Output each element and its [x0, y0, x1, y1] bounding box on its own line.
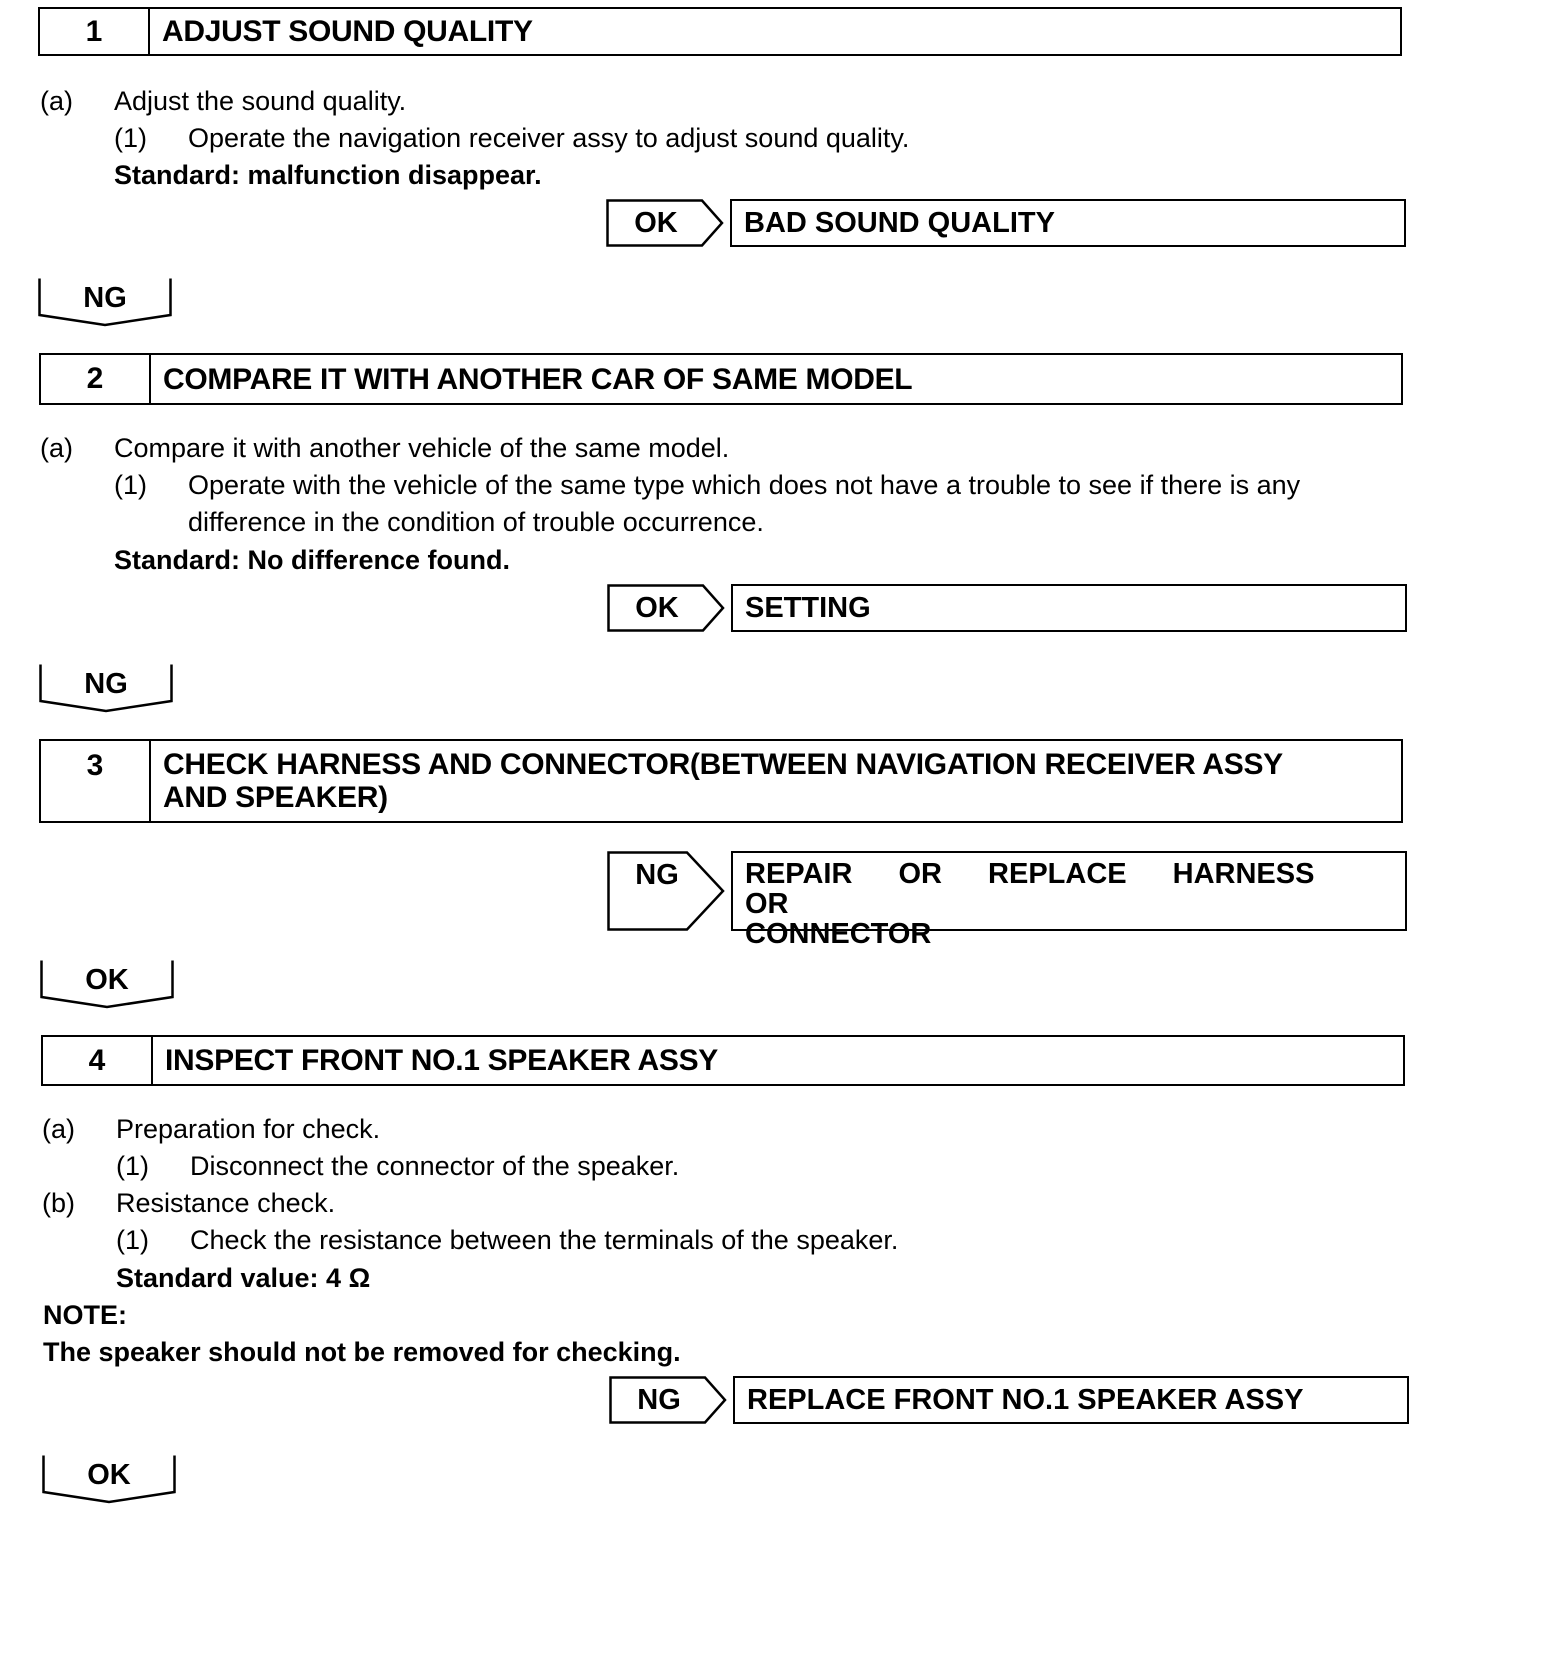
note-text: The speaker should not be removed for checking.: [43, 1337, 681, 1367]
standard-text: Standard: No difference found.: [114, 545, 511, 575]
step-number: 2: [41, 355, 151, 403]
subitem-text: Operate the navigation receiver assy to adjust sound quality.: [188, 123, 910, 153]
step-title: INSPECT FRONT NO.1 SPEAKER ASSY: [165, 1044, 719, 1077]
step-title-line1: CHECK HARNESS AND CONNECTOR(BETWEEN NAVIGATION RECEIVER ASSY: [163, 748, 1283, 781]
ok-arrow-tag[interactable]: [607, 584, 725, 632]
step-title: ADJUST SOUND QUALITY: [162, 15, 533, 48]
result-line2: CONNECTOR: [745, 918, 932, 950]
standard-text: Standard: malfunction disappear.: [114, 160, 542, 190]
tag-label: NG: [635, 859, 679, 891]
step-4-ok-down-tag[interactable]: [42, 1454, 176, 1504]
step-1-header: [38, 7, 1402, 56]
result-line1-text: REPAIR OR REPLACE HARNESS OR: [745, 858, 1315, 920]
subitem-label: (1): [114, 470, 147, 500]
subitem-text: Disconnect the connector of the speaker.: [190, 1151, 680, 1181]
step-title: [151, 741, 1401, 821]
step-4-header: [41, 1035, 1405, 1086]
step-2-header: [39, 353, 1403, 405]
step-title: COMPARE IT WITH ANOTHER CAR OF SAME MODEL: [163, 362, 913, 396]
tag-label: OK: [634, 206, 678, 239]
step-2-ng-down-tag[interactable]: [39, 663, 173, 713]
result-box[interactable]: REPLACE FRONT NO.1 SPEAKER ASSY: [733, 1376, 1409, 1424]
step-1-ok-branch: [606, 199, 1406, 247]
tag-label: NG: [637, 1383, 681, 1416]
result-box[interactable]: SETTING: [731, 584, 1407, 632]
step-3-ok-down-tag[interactable]: [40, 959, 174, 1009]
item-text: Compare it with another vehicle of the same model.: [114, 433, 730, 463]
item-label: (a): [40, 433, 73, 463]
item-text: Adjust the sound quality.: [114, 86, 407, 116]
subitem-label: (1): [114, 123, 147, 153]
item-label: (a): [42, 1114, 75, 1144]
item-text: Resistance check.: [116, 1188, 336, 1218]
result-box[interactable]: BAD SOUND QUALITY: [730, 199, 1406, 247]
standard-value-text: Standard value: 4 Ω: [116, 1263, 371, 1293]
step-1-ng-down-tag[interactable]: [38, 277, 172, 327]
tag-label: OK: [87, 1458, 131, 1491]
tag-label: OK: [85, 963, 129, 996]
step-number: 4: [43, 1037, 153, 1084]
tag-label: NG: [83, 281, 127, 314]
subitem-text-line2: difference in the condition of trouble occurrence.: [188, 507, 764, 537]
ng-arrow-tag[interactable]: [607, 851, 725, 931]
item-label: (b): [42, 1188, 75, 1218]
tag-label: OK: [635, 591, 679, 624]
ok-arrow-tag[interactable]: [606, 199, 724, 247]
item-label: (a): [40, 86, 73, 116]
subitem-text-line1: Operate with the vehicle of the same type which does not have a trouble to see if there is any: [188, 470, 1301, 500]
subitem-label: (1): [116, 1225, 149, 1255]
step-3-header: [39, 739, 1403, 823]
step-title-line2: AND SPEAKER): [163, 781, 388, 814]
step-number: 3: [41, 741, 151, 821]
subitem-label: (1): [116, 1151, 149, 1181]
step-4-ng-branch: [609, 1376, 1409, 1424]
subitem-text: Check the resistance between the terminals of the speaker.: [190, 1225, 899, 1255]
ng-arrow-tag[interactable]: [609, 1376, 727, 1424]
step-2-ok-branch: [607, 584, 1407, 632]
step-number: 1: [40, 9, 150, 54]
note-label: NOTE:: [43, 1300, 127, 1330]
item-text: Preparation for check.: [116, 1114, 381, 1144]
result-box[interactable]: [731, 851, 1407, 950]
tag-label: NG: [84, 667, 128, 700]
result-line1: [745, 859, 1393, 919]
step-3-ng-branch: [607, 851, 1407, 950]
